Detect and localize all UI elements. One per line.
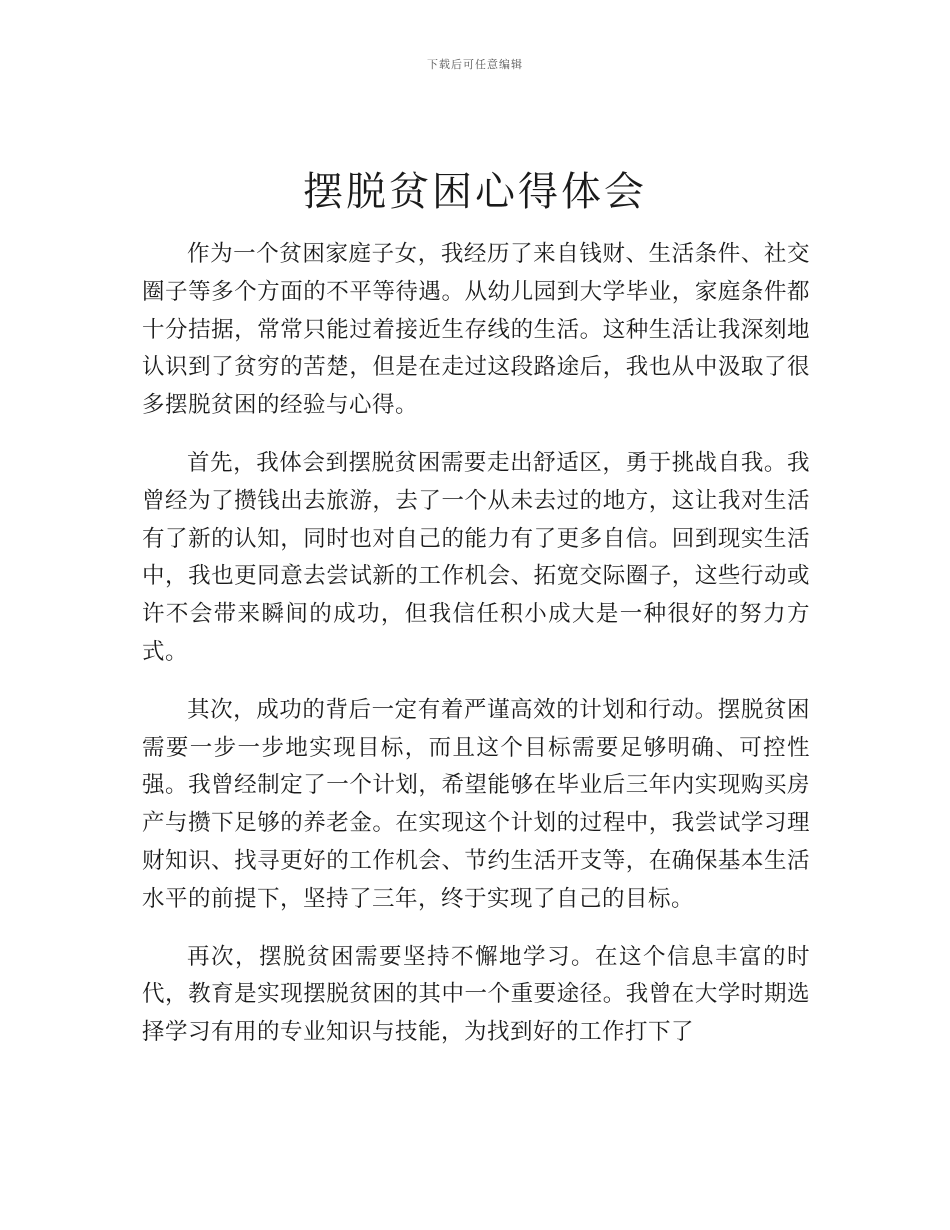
paragraph-1: 作为一个贫困家庭子女，我经历了来自钱财、生活条件、社交圈子等多个方面的不平等待遇。从幼儿园到大学毕业，家庭条件都十分拮据，常常只能过着接近生存线的生活。这种生活让我深刻地认识到了贫穷的苦楚，但是在走过这段路途后，我也从中汲取了很多摆脱贫困的经验与心得。 (142, 241, 810, 419)
paragraph-3: 其次，成功的背后一定有着严谨高效的计划和行动。摆脱贫困需要一步一步地实现目标，而且这个目标需要足够明确、可控性强。我曾经制定了一个计划，希望能够在毕业后三年内实现购买房产与攒下足够的养老金。在实现这个计划的过程中，我尝试学习理财知识、找寻更好的工作机会、节约生活开支等，在确保基本生活水平的前提下，坚持了三年，终于实现了自己的目标。 (142, 696, 810, 912)
paragraph-4: 再次，摆脱贫困需要坚持不懈地学习。在这个信息丰富的时代，教育是实现摆脱贫困的其中一个重要途径。我曾在大学时期选择学习有用的专业知识与技能，为找到好的工作打下了 (142, 943, 810, 1046)
header-note: 下载后可任意编辑 (427, 58, 523, 71)
document-title: 摆脱贫困心得体会 (303, 169, 647, 215)
document-body (142, 236, 810, 1072)
paragraph-2: 首先，我体会到摆脱贫困需要走出舒适区，勇于挑战自我。我曾经为了攒钱出去旅游，去了一个从未去过的地方，这让我对生活有了新的认知，同时也对自己的能力有了更多自信。回到现实生活中，我也更同意去尝试新的工作机会、拓宽交际圈子，这些行动或许不会带来瞬间的成功，但我信任积小成大是一种很好的努力方式。 (142, 449, 810, 665)
